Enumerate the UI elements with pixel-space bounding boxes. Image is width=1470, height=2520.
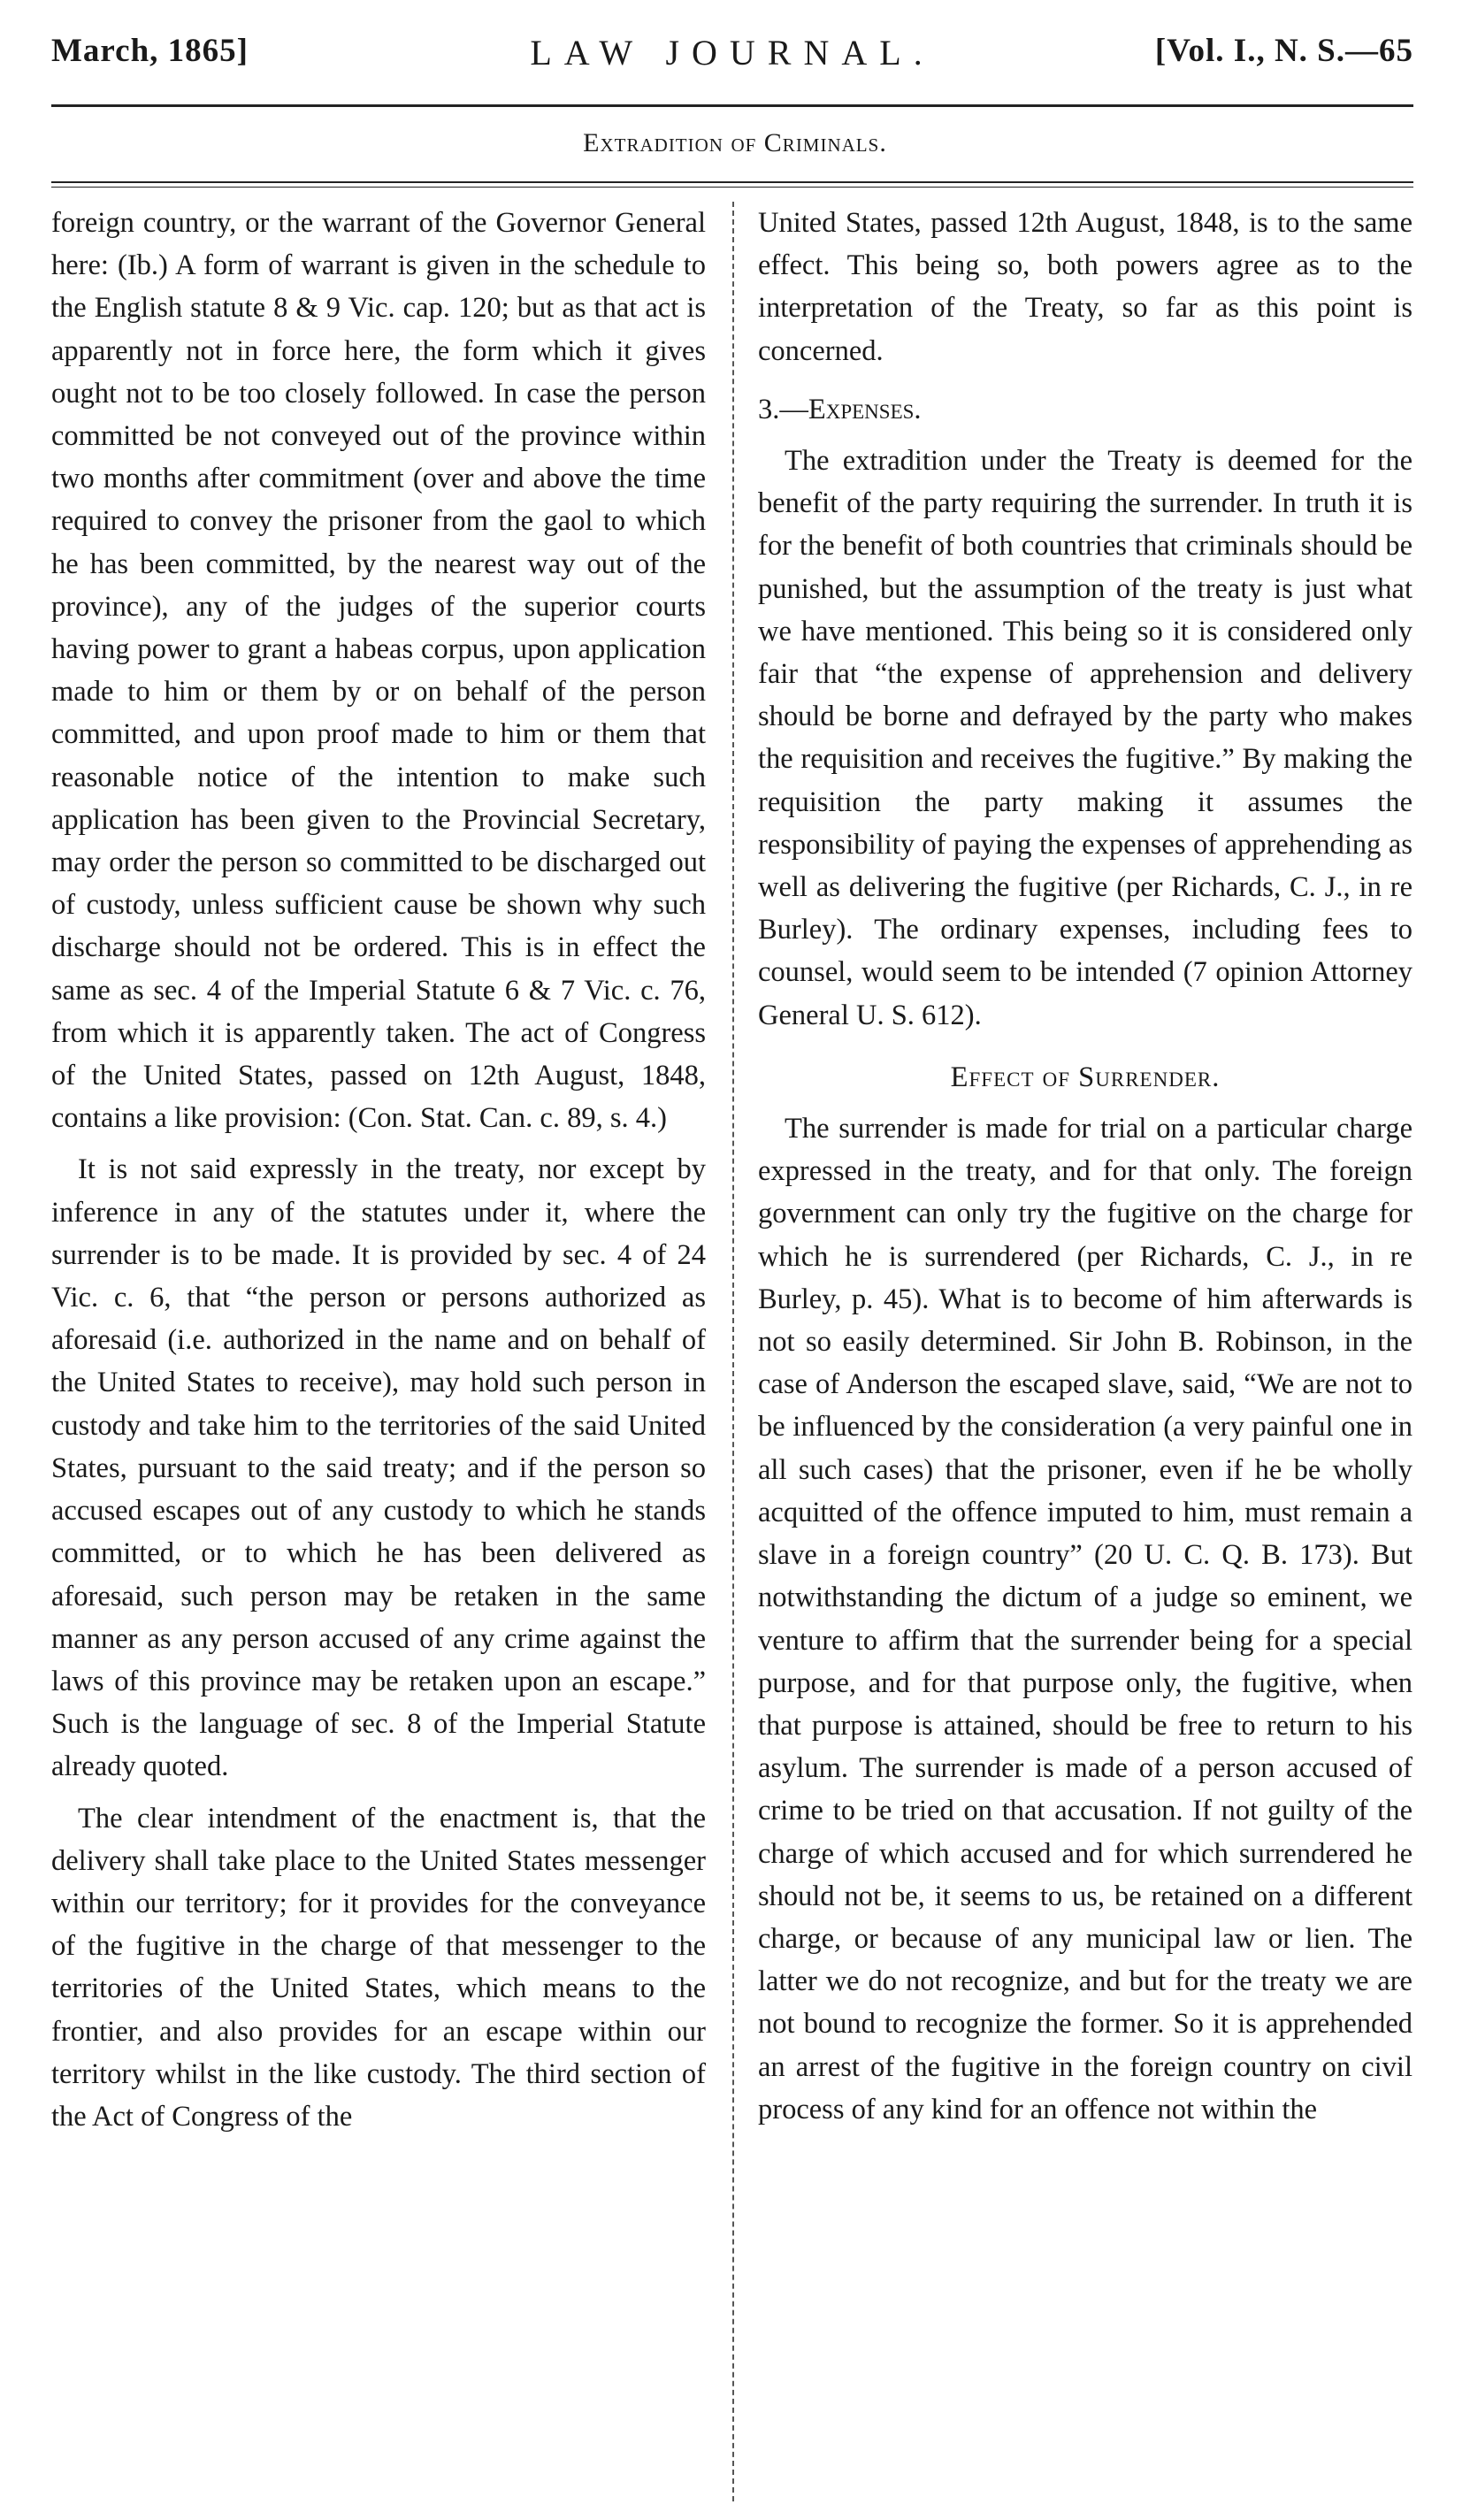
section-rule-top xyxy=(51,181,1413,183)
header-rule xyxy=(51,104,1413,107)
right-paragraph-2: The extradition under the Treaty is deemed for the benefit of the party requiring the surrender. In truth it is for the benefit of both countries that criminals should be punished, but the assumption of the treaty is just what we have mentioned. This being so it is considered only fair that “the expense of apprehension and delivery should be borne and defrayed by the party who makes the requisition and receives the fugitive.” By making the requisition the party making it assumes the responsibility of paying the expenses of apprehending as well as delivering the fugitive (per Richards, C. J., in re Burley). The ordinary expenses, including fees to counsel, would seem to be intended (7 opinion Attorney General U. S. 612). xyxy=(758,445,1413,1031)
right-column xyxy=(758,202,1413,2131)
running-header xyxy=(51,25,1413,78)
right-paragraph-3: The surrender is made for trial on a particular charge expressed in the treaty, and for that only. The foreign government can only try the fugitive on the charge for which he is surrendered (per Richards, C. J., in re Burley, p. 45). What is to become of him afterwards is not so easily determined. Sir John B. Robinson, in the case of Anderson the escaped slave, said, “We are not to be influenced by the consideration (a very painful one in all such cases) that the prisoner, even if he be wholly acquitted of the offence imputed to him, must remain a slave in a foreign country” (20 U. C. Q. B. 173). But notwithstanding the dictum of a judge so eminent, we venture to affirm that the surrender being for a special purpose, and for that purpose only, the fugitive, when that purpose is attained, should be free to return to his asylum. The surrender is made of a person accused of crime to be tried on that accusation. If not guilty of the charge of which accused and for which surrendered he should not be, it seems to us, be retained on a different charge, or because of any municipal law or lien. The latter we do not recognize, and but for the treaty we are not bound to recognize the former. So it is apprehended an arrest of the fugitive in the foreign country on civil process of any kind for an offence not within the xyxy=(758,1113,1413,2126)
left-column xyxy=(51,202,706,2138)
right-paragraph-1: United States, passed 12th August, 1848, is to the same effect. This being so, both powers agree as to the interpretation of the Treaty, so far as this point is concerned. xyxy=(758,207,1413,367)
column-divider xyxy=(732,202,734,2501)
header-volume: [Vol. I., N. S.—65 xyxy=(1154,33,1413,69)
header-date: March, 1865] xyxy=(51,33,249,69)
heading-expenses: 3.—Expenses. xyxy=(758,393,922,425)
section-title: Extradition of Criminals. xyxy=(583,128,887,157)
left-paragraph-3: The clear intendment of the enactment is, that the delivery shall take place to the United States messenger within our territory; for it provides for the conveyance of the fugitive in the charge of that messenger to the territories of the United States, which means to the frontier, and also provides for an escape within our territory whilst in the like custody. The third section of the Act of Congress of the xyxy=(51,1802,706,2133)
heading-effect-of-surrender: Effect of Surrender. xyxy=(950,1061,1221,1093)
header-journal-title: LAW JOURNAL. xyxy=(530,33,935,73)
section-rule-bottom xyxy=(51,187,1413,188)
left-paragraph-2: It is not said expressly in the treaty, nor except by inference in any of the statutes under it, where the surrender is to be made. It is provided by sec. 4 of 24 Vic. c. 6, that “the person or persons authorized as aforesaid (i.e. authorized in the name and on behalf of the United States to receive), may hold such person in custody and take him to the territories of the said United States, pursuant to the said treaty; and if the person so accused escapes out of any custody to which he stands committed, or to which he has been delivered as aforesaid, such person may be retaken in the same manner as any person accused of any crime against the laws of this province may be retaken upon an escape.” Such is the language of sec. 8 of the Imperial Statute already quoted. xyxy=(51,1153,706,1783)
left-paragraph-1: foreign country, or the warrant of the Governor General here: (Ib.) A form of warrant is given in the schedule to the English statute 8 & 9 Vic. cap. 120; but as that act is apparently not in force here, the form which it gives ought not to be too closely followed. In case the person committed be not conveyed out of the province within two months after commitment (over and above the time required to convey the prisoner from the gaol to which he has been committed, by the nearest way out of the province), any of the judges of the superior courts having power to grant a habeas corpus, upon application made to him or them by or on behalf of the person committed, and upon proof made to him or them that reasonable notice of the intention to make such application has been given to the Provincial Secretary, may order the person so committed to be discharged out of custody, unless sufficient cause be shown why such discharge should not be ordered. This is in effect the same as sec. 4 of the Imperial Statute 6 & 7 Vic. c. 76, from which it is apparently taken. The act of Congress of the United States, passed on 12th August, 1848, contains a like provision: (Con. Stat. Can. c. 89, s. 4.) xyxy=(51,207,706,1135)
